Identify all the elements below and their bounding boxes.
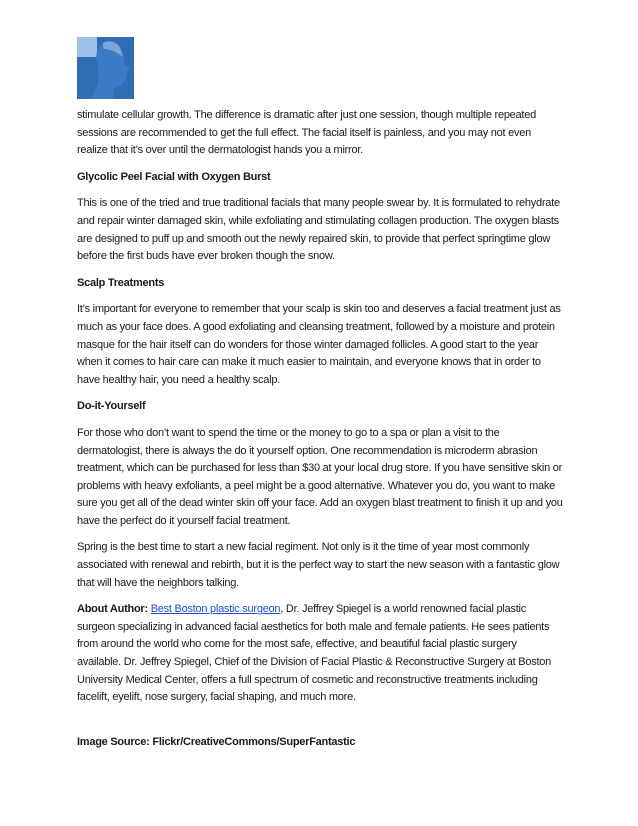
about-author-text: , Dr. Jeffrey Spiegel is a world renowned facial plastic surgeon specializing in advanced facial aesthetics for both male and female patients. He sees patients from around the world who come for the most safe, effective, and beautiful facial plastic surgery available. Dr. Jeffrey Spiegel, Chief of the Division of Facial Plastic & Reconstructive Surgery at Boston University Medical Center, offers a full spectrum of cosmetic and reconstructive treatments including facelift, eyelift, nose surgery, facial shaping, and much more. bbox=[77, 603, 552, 704]
section-heading-glycolic-peel: Glycolic Peel Facial with Oxygen Burst bbox=[77, 170, 271, 183]
logo-icon bbox=[77, 37, 134, 99]
section-body-do-it-yourself: For those who don’t want to spend the time or the money to go to a spa or plan a visit to the dermatologist, there is always the do it yourself option. One recommendation is microderm abrasion treatment, which can be purchased for less than $30 at your local drug store. If you have sensitive skin or problems with heavy exfoliants, a peel might be a good alternative. Whatever you do, you want to make sure you get all of the dead winter skin off your face. Add an oxygen blast treatment to finish it up and you have the perfect do it yourself facial treatment. bbox=[77, 426, 563, 527]
author-link[interactable]: Best Boston plastic surgeon bbox=[150, 603, 281, 616]
about-author-paragraph bbox=[77, 601, 563, 707]
section-heading-scalp-treatments: Scalp Treatments bbox=[77, 276, 165, 289]
image-source: Image Source: Flickr/CreativeCommons/SuperFantastic bbox=[77, 735, 356, 748]
intro-paragraph: stimulate cellular growth. The difference is dramatic after just one session, though multiple repeated sessions are recommended to get the full effect. The facial itself is painless, and you may not even realize that it’s over until the dermatologist hands you a mirror. bbox=[77, 109, 536, 157]
section-heading-do-it-yourself: Do-it-Yourself bbox=[77, 400, 146, 413]
profile-silhouette-logo bbox=[77, 37, 134, 99]
article-body bbox=[77, 107, 563, 760]
closing-paragraph: Spring is the best time to start a new facial regiment. Not only is it the time of year most commonly associated with renewal and rebirth, but it is the perfect way to start the new season with a fantastic glow that will have the neighbors talking. bbox=[77, 541, 560, 589]
spacer bbox=[77, 716, 563, 734]
logo-light-square bbox=[77, 37, 97, 57]
section-body-scalp-treatments: It’s important for everyone to remember that your scalp is skin too and deserves a facial treatment just as much as your face does. A good exfoliating and cleansing treatment, followed by a moisture and protein masque for the hair itself can do wonders for those winter damaged follicles. A good start to the year when it comes to hair care can make it much easier to maintain, and everyone knows that in order to have healthy hair, you need a healthy scalp. bbox=[77, 303, 561, 386]
section-body-glycolic-peel: This is one of the tried and true traditional facials that many people swear by. It is formulated to rehydrate and repair winter damaged skin, while exfoliating and stimulating collagen production. The oxygen blasts are designed to puff up and smooth out the newly repaired skin, to provide that perfect springtime glow before the first buds have ever broken though the snow. bbox=[77, 197, 560, 263]
about-author-label: About Author: bbox=[77, 603, 148, 616]
